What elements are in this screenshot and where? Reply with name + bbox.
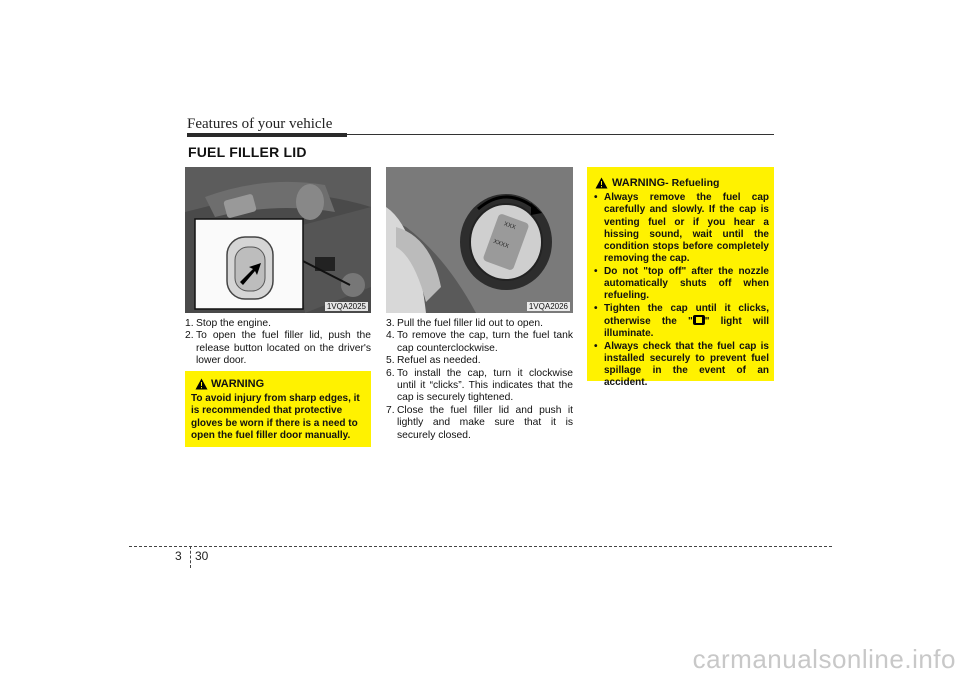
- warning-triangle-icon: [195, 378, 208, 390]
- bullet-text: Always check that the fuel cap is installed securely to prevent fuel spillage in the event of an accident.: [604, 340, 769, 389]
- step-number: 5.: [386, 355, 395, 367]
- step-number: 6.: [386, 367, 395, 379]
- warning-header: [195, 378, 264, 390]
- fuel-filler-photo: [386, 167, 573, 313]
- svg-text:XXXX: XXXX: [492, 238, 510, 250]
- warning-title: WARNING: [612, 177, 666, 189]
- warning-title: WARNING: [211, 378, 265, 390]
- door-release-illustration: [185, 167, 371, 313]
- warning-header: [595, 177, 719, 189]
- fuel-cap-illustration: [386, 167, 573, 313]
- warning-box-refueling: [587, 167, 774, 389]
- step-text: To open the fuel filler lid, push the release button located on the driver's lower door.: [196, 330, 371, 367]
- header-rule-thick: [187, 133, 347, 137]
- chapter-number: 3: [175, 549, 182, 563]
- warning-triangle-icon: [595, 177, 608, 189]
- bullet-text: Do not "top off" after the nozzle automatically shuts off when refueling.: [604, 265, 769, 302]
- header-rule-thin: [347, 134, 774, 135]
- step-number: 2.: [185, 330, 194, 342]
- steps-list-2: [386, 318, 573, 442]
- step-item: [386, 368, 573, 405]
- step-number: 7.: [386, 404, 395, 416]
- watermark: carmanualsonline.info: [692, 644, 956, 674]
- warning-text: To avoid injury from sharp edges, it is recommended that protective gloves be worn if there is a need to open the fuel filler door manually.: [191, 393, 360, 441]
- step-text: To remove the cap, turn the fuel tank cap counterclockwise.: [397, 330, 573, 354]
- step-item: [185, 330, 371, 367]
- step-number: 4.: [386, 330, 395, 342]
- warning-bullets: [593, 192, 769, 390]
- footer-divider: [190, 546, 191, 568]
- warning-bullet: [593, 192, 769, 266]
- step-item: [386, 405, 573, 442]
- bullet-dot: •: [594, 340, 598, 352]
- step-item: [386, 355, 573, 367]
- step-text: Pull the fuel filler lid out to open.: [397, 318, 543, 329]
- svg-text:XXX: XXX: [502, 221, 517, 232]
- step-text: Refuel as needed.: [397, 355, 481, 367]
- photo2-caption: 1VQA2026: [528, 302, 568, 311]
- page-number: 30: [195, 549, 209, 563]
- page-title: FUEL FILLER LID: [188, 144, 307, 160]
- step-text: Close the fuel filler lid and push it lightly and make sure that it is securely closed.: [397, 404, 573, 441]
- bullet-text-after: " light will illuminate.: [604, 315, 769, 340]
- fuel-cap-light-icon: [693, 315, 705, 325]
- header-section-title: Features of your vehicle: [187, 116, 333, 132]
- bullet-text: Always remove the fuel cap carefully and slowly. If the cap is venting fuel or if you hear a hissing sound, wait until the condition stops before completely removing the cap.: [604, 192, 769, 265]
- warning-bullet: [593, 303, 769, 341]
- bullet-dot: •: [594, 302, 598, 314]
- warning-subtitle: - Refueling: [665, 177, 720, 189]
- step-item: [386, 318, 573, 330]
- door-release-photo: [185, 167, 371, 313]
- steps-list-1: [185, 318, 371, 368]
- step-number: 3.: [386, 318, 395, 329]
- bullet-dot: •: [594, 265, 598, 277]
- footer-rule: [129, 546, 832, 547]
- bullet-dot: •: [594, 192, 598, 203]
- step-text: To install the cap, turn it clockwise until it “clicks”. This indicates that the cap is securely tightened.: [397, 367, 573, 404]
- warning-bullet: [593, 266, 769, 303]
- step-number: 1.: [185, 318, 194, 329]
- step-item: [386, 330, 573, 355]
- step-text: Stop the engine.: [196, 318, 271, 329]
- bullet-text-before: Tighten the cap until it clicks, otherwise the ": [604, 302, 769, 327]
- warning-bullet: [593, 341, 769, 390]
- step-item: [185, 318, 371, 330]
- photo1-caption: 1VQA2025: [326, 302, 366, 311]
- warning-box-gloves: [185, 371, 371, 447]
